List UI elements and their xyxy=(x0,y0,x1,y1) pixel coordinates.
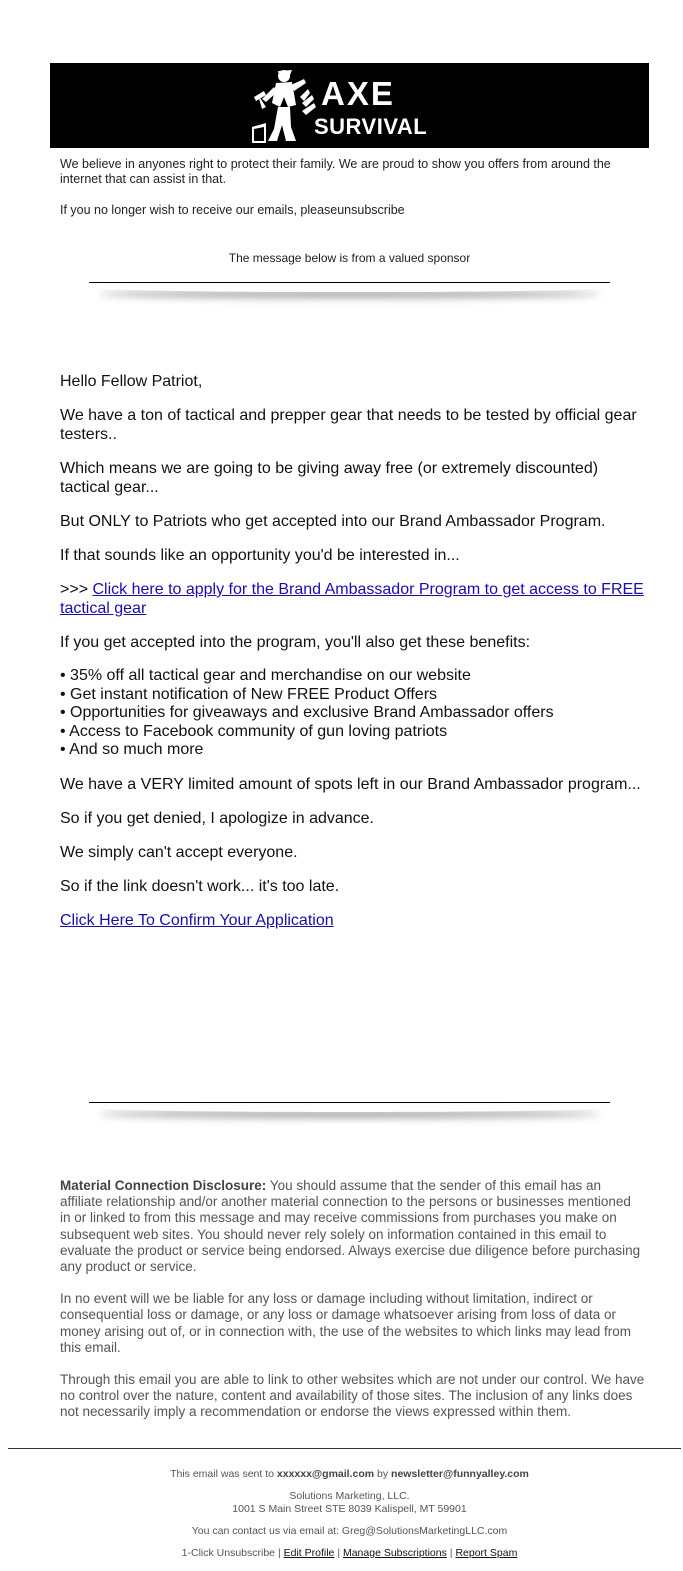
sent-prefix: This email was sent to xyxy=(170,1468,274,1480)
message-paragraph: But ONLY to Patriots who get accepted into our Brand Ambassador Program. xyxy=(60,513,606,530)
message-paragraph: We simply can't accept everyone. xyxy=(60,843,298,861)
message-paragraph: We have a VERY limited amount of spots left in our Brand Ambassador program... xyxy=(60,775,641,793)
one-click-unsubscribe[interactable]: 1-Click Unsubscribe xyxy=(181,1547,276,1559)
contact-line: You can contact us via email at: Greg@SolutionsMarketingLLC.com xyxy=(191,1525,508,1537)
benefit-item: • 35% off all tactical gear and merchandise on our website xyxy=(60,667,471,684)
unsubscribe-link[interactable]: unsubscribe xyxy=(337,203,405,217)
survivalist-figure-icon xyxy=(244,67,318,145)
manage-subscriptions-link[interactable]: Manage Subscriptions xyxy=(342,1547,447,1559)
message-body xyxy=(60,372,645,945)
recipient-email: xxxxxx@gmail.com xyxy=(276,1468,375,1480)
divider-top xyxy=(89,282,610,283)
message-paragraph: If that sounds like an opportunity you'd be interested in... xyxy=(60,547,460,564)
company-name: Solutions Marketing, LLC. xyxy=(289,1490,410,1502)
message-paragraph: So if you get denied, I apologize in advance. xyxy=(60,809,374,827)
disclosure-text: You should assume that the sender of this email has an affiliate relationship and/or another material connection to the persons or businesses mentioned in or linked to from this message and may receive commissions from purchases you make on subsequent web sites. You should never rely solely on information contained in this email to evaluate the product or service being endorsed. Always exercise due diligence before purchasing any product or service. xyxy=(60,1178,641,1275)
greeting: Hello Fellow Patriot, xyxy=(60,373,203,390)
company-address xyxy=(50,1490,649,1516)
confirm-paragraph xyxy=(60,911,645,930)
logo-text-axe: AXE xyxy=(321,75,395,112)
liability-paragraph: In no event will we be liable for any loss or damage including without limitation, indirect or consequential loss or damage, or any loss or damage whatsoever arising from loss of data or money arising out of, or in connection with, the use of the websites to which links may lead from this email. xyxy=(60,1291,632,1355)
confirm-application-link[interactable]: Click Here To Confirm Your Application xyxy=(60,911,334,929)
sender-email: newsletter@funnyalley.com xyxy=(391,1468,529,1480)
sponsor-note: The message below is from a valued sponsor xyxy=(228,251,471,265)
by-label: by xyxy=(377,1468,389,1480)
message-paragraph: We have a ton of tactical and prepper gear that needs to be tested by official gear testers.. xyxy=(60,407,637,443)
external-links-paragraph: Through this email you are able to link to other websites which are not under our control. We have no control over the nature, content and availability of those sites. The inclusion of any links does not necessarily imply a recommendation or endorse the views expressed within them. xyxy=(60,1372,645,1420)
sent-to-line xyxy=(50,1468,649,1480)
report-spam-link[interactable]: Report Spam xyxy=(455,1547,518,1559)
disclosure-paragraph xyxy=(60,1178,645,1275)
unsubscribe-line xyxy=(60,203,405,217)
cta-prefix: >>> xyxy=(60,581,93,598)
separator: | xyxy=(337,1547,341,1559)
message-paragraph: If you get accepted into the program, you'll also get these benefits: xyxy=(60,634,531,651)
edit-profile-link[interactable]: Edit Profile xyxy=(283,1547,335,1559)
disclosure-section xyxy=(60,1178,645,1437)
benefit-item: • Access to Facebook community of gun loving patriots xyxy=(60,722,448,740)
benefit-item: • Get instant notification of New FREE Product Offers xyxy=(60,685,438,703)
separator: | xyxy=(277,1547,281,1559)
intro-text: We believe in anyones right to protect their family. We are proud to show you offers from around the internet that can assist in that. xyxy=(60,157,611,186)
divider-bottom xyxy=(89,1102,610,1103)
benefits-list xyxy=(60,667,645,760)
separator: | xyxy=(449,1547,453,1559)
footer-divider xyxy=(8,1448,681,1449)
message-paragraph: So if the link doesn't work... it's too late. xyxy=(60,877,340,895)
apply-program-link[interactable]: Click here to apply for the Brand Ambassador Program to get access to FREE tactical gear xyxy=(60,581,644,617)
benefit-item: • Opportunities for giveaways and exclusive Brand Ambassador offers xyxy=(60,704,554,722)
benefit-item: • And so much more xyxy=(60,741,204,759)
header-banner xyxy=(50,63,649,148)
message-paragraph: Which means we are going to be giving away free (or extremely discounted) tactical gear... xyxy=(60,460,599,496)
axe-survival-logo[interactable] xyxy=(244,67,454,145)
footer-links xyxy=(50,1547,649,1559)
logo-text-survival: SURVIVAL xyxy=(314,114,428,139)
street-address: 1001 S Main Street STE 8039 Kalispell, MT 59901 xyxy=(232,1503,467,1515)
cta-paragraph xyxy=(60,580,645,618)
disclosure-heading: Material Connection Disclosure: xyxy=(60,1178,267,1193)
unsubscribe-prefix: If you no longer wish to receive our emails, please xyxy=(60,203,338,217)
